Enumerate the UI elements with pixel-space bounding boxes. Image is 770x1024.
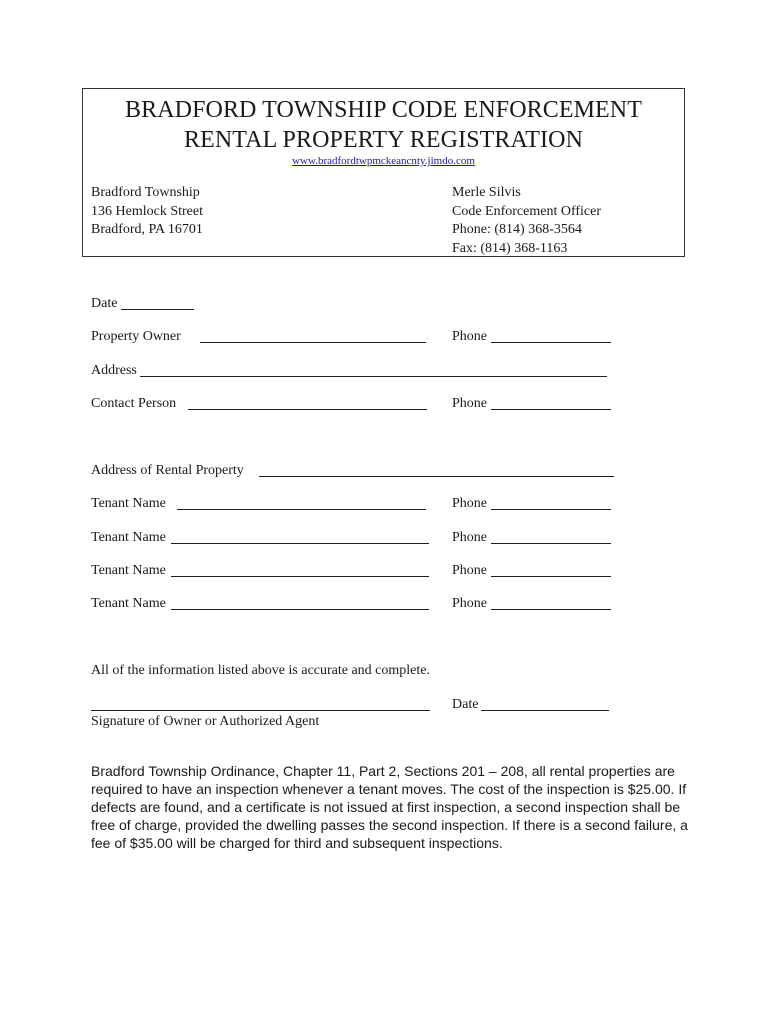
- ordinance-paragraph: Bradford Township Ordinance, Chapter 11, Part 2, Sections 201 – 208, all rental properties are required to have an inspection whenever a tenant moves. The cost of the inspection is $25.00. If defects are found, and a certificate is not issued at first inspection, a second inspection shall be free of charge, provided the dwelling passes the second inspection. If there is a second failure, a fee of $35.00 will be charged for third and subsequent inspections.: [91, 763, 688, 851]
- signature-label: Signature of Owner or Authorized Agent: [91, 714, 320, 729]
- property-owner-field[interactable]: [200, 342, 426, 343]
- address-field[interactable]: [140, 376, 607, 377]
- officer-contact: [452, 184, 601, 258]
- tenant-name-field[interactable]: [171, 543, 429, 544]
- rental-address-field[interactable]: [259, 476, 614, 477]
- tenant-name-field[interactable]: [171, 576, 429, 577]
- tenant-phone-label: Phone: [452, 530, 487, 545]
- owner-phone-field[interactable]: [491, 342, 611, 343]
- signature-date-field[interactable]: [481, 710, 609, 711]
- tenant-phone-field[interactable]: [491, 576, 611, 577]
- address-line: 136 Hemlock Street: [91, 203, 203, 219]
- officer-title: Code Enforcement Officer: [452, 203, 602, 219]
- tenant-name-field[interactable]: [177, 509, 426, 510]
- signature-field[interactable]: [91, 710, 430, 711]
- tenant-phone-label: Phone: [452, 596, 487, 611]
- title-line-2: RENTAL PROPERTY REGISTRATION: [184, 127, 583, 153]
- signature-date-label: Date: [452, 697, 479, 712]
- address-line: Bradford Township: [91, 185, 200, 200]
- property-owner-label: Property Owner: [91, 329, 181, 344]
- tenant-phone-field[interactable]: [491, 609, 611, 610]
- date-label: Date: [91, 296, 118, 311]
- officer-name: Merle Silvis: [452, 185, 521, 200]
- address-label: Address: [91, 363, 137, 378]
- certification-statement: All of the information listed above is accurate and complete.: [91, 663, 430, 678]
- tenant-name-label: Tenant Name: [91, 530, 166, 545]
- header-box: [82, 88, 685, 257]
- date-field[interactable]: [121, 309, 194, 310]
- owner-phone-label: Phone: [452, 329, 487, 344]
- contact-phone-label: Phone: [452, 396, 487, 411]
- tenant-phone-field[interactable]: [491, 509, 611, 510]
- contact-person-label: Contact Person: [91, 396, 177, 411]
- address-line: Bradford, PA 16701: [91, 222, 203, 237]
- tenant-name-label: Tenant Name: [91, 596, 166, 611]
- title-line-1: BRADFORD TOWNSHIP CODE ENFORCEMENT: [124, 97, 642, 123]
- tenant-phone-label: Phone: [452, 496, 487, 511]
- website-link[interactable]: www.bradfordtwpmckeancnty.jimdo.com: [292, 155, 475, 167]
- officer-fax: Fax: (814) 368-1163: [452, 240, 568, 256]
- rental-address-label: Address of Rental Property: [91, 463, 244, 478]
- officer-phone: Phone: (814) 368-3564: [452, 222, 582, 237]
- tenant-name-label: Tenant Name: [91, 563, 166, 578]
- contact-phone-field[interactable]: [491, 409, 611, 410]
- tenant-name-field[interactable]: [171, 609, 429, 610]
- township-address: [91, 184, 203, 240]
- tenant-phone-field[interactable]: [491, 543, 611, 544]
- contact-person-field[interactable]: [188, 409, 427, 410]
- tenant-name-label: Tenant Name: [91, 496, 166, 511]
- tenant-phone-label: Phone: [452, 563, 487, 578]
